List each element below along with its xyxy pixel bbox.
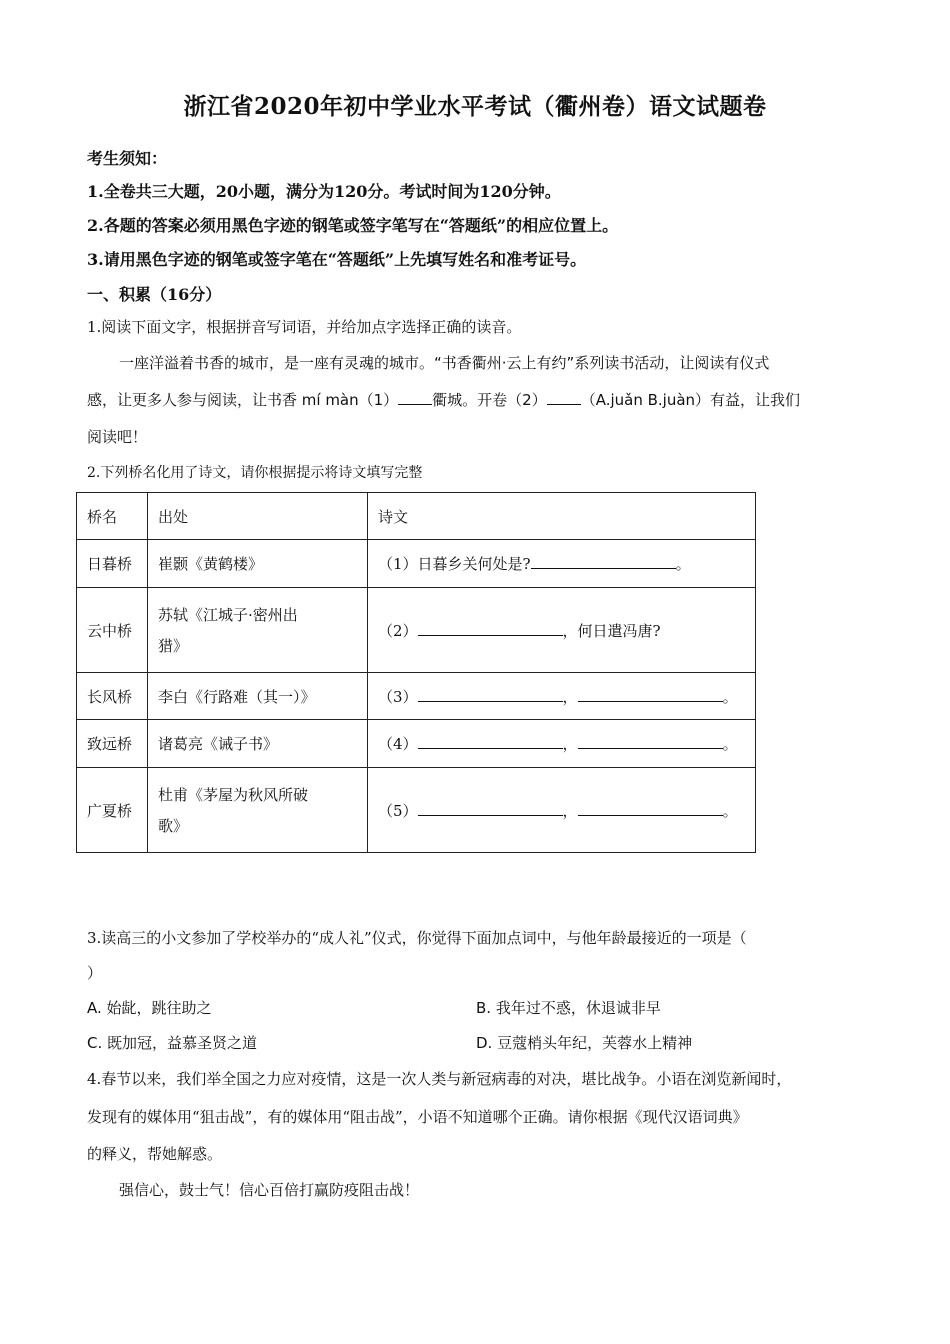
header-bridge: 桥名 — [77, 493, 148, 540]
q1-prompt: 1.阅读下面文字，根据拼音写词语，并给加点字选择正确的读音。 — [87, 318, 522, 336]
poem-prompt: （2） — [378, 621, 418, 640]
q4-quote: 强信心，鼓士气！信心百倍打赢防疫阻击战！ — [119, 1181, 420, 1199]
bridge-name: 致远桥 — [77, 720, 148, 768]
source-line-1: 苏轼《江城子·密州出 — [158, 606, 298, 624]
page-title: 浙江省2020年初中学业水平考试（衢州卷）语文试题卷 — [183, 93, 767, 120]
poem-blank[interactable] — [418, 621, 563, 636]
q3-prompt: 3.读高三的小文参加了学校举办的“成人礼”仪式，你觉得下面加点词中，与他年龄最接近的一项是（ — [87, 929, 747, 947]
option-text: 豆蔻梢头年纪，芙蓉水上精神 — [497, 1034, 693, 1052]
q4-line3: 的释义，帮她解惑。 — [87, 1145, 223, 1163]
poem-cell — [368, 673, 756, 720]
q3-option-c[interactable] — [87, 1032, 257, 1053]
q4-line2: 发现有的媒体用“狙击战”，有的媒体用“阻击战”，小语不知道哪个正确。请你根据《现代汉语词典》 — [87, 1108, 748, 1126]
notice-item-2: 2.各题的答案必须用黑色字迹的钢笔或签字笔写在“答题纸”的相应位置上。 — [87, 216, 619, 235]
option-letter: D. — [476, 1034, 493, 1052]
poem-cell — [368, 720, 756, 768]
q3-option-d[interactable] — [476, 1032, 692, 1053]
q1-line2-part2: 衢城。开卷（2） — [432, 391, 547, 409]
notice-item-3: 3.请用黑色字迹的钢笔或签字笔在“答题纸”上先填写姓名和准考证号。 — [87, 250, 587, 269]
poem-tail: 。 — [722, 687, 738, 706]
poem-blank[interactable] — [418, 801, 563, 816]
table-row — [77, 540, 756, 588]
q1-blank-1[interactable] — [398, 390, 432, 405]
option-letter: B. — [476, 999, 492, 1017]
bridge-source: 诸葛亮《诫子书》 — [148, 720, 368, 768]
notice-heading: 考生须知： — [87, 149, 168, 168]
option-text: 我年过不惑，休退诚非早 — [495, 999, 661, 1017]
source-line-2: 猎》 — [158, 637, 189, 655]
source-line-1: 杜甫《茅屋为秋风所破 — [158, 786, 309, 804]
poem-blank[interactable] — [531, 554, 676, 569]
q3-option-a[interactable] — [87, 997, 212, 1018]
q1-text-line1: 一座洋溢着书香的城市，是一座有灵魂的城市。“书香衢州·云上有约”系列读书活动，让阅读有仪式 — [119, 354, 770, 372]
option-text: 既加冠，益慕圣贤之道 — [107, 1034, 258, 1052]
poem-separator: ， — [562, 801, 578, 820]
bridge-source — [148, 588, 368, 673]
bridge-name: 日暮桥 — [77, 540, 148, 588]
poem-blank[interactable] — [578, 801, 723, 816]
poem-tail: 。 — [722, 735, 738, 753]
poem-table — [76, 492, 756, 853]
option-letter: A. — [87, 999, 102, 1017]
poem-blank[interactable] — [418, 687, 563, 702]
option-letter: C. — [87, 1034, 103, 1052]
bridge-name: 云中桥 — [77, 588, 148, 673]
q4-line1: 4.春节以来，我们举全国之力应对疫情，这是一次人类与新冠病毒的对决，堪比战争。小语在浏览新闻时， — [87, 1070, 792, 1088]
table-row — [77, 720, 756, 768]
q1-text-line2 — [87, 389, 800, 410]
q3-prompt-cont: ） — [87, 964, 103, 982]
source-line-2: 歌》 — [158, 817, 189, 835]
poem-blank[interactable] — [578, 734, 723, 749]
table-row — [77, 673, 756, 720]
bridge-name: 广夏桥 — [77, 768, 148, 853]
bridge-source: 崔颢《黄鹤楼》 — [148, 540, 368, 588]
poem-tail: ，何日遣冯唐? — [562, 621, 661, 640]
bridge-name: 长风桥 — [77, 673, 148, 720]
poem-cell — [368, 540, 756, 588]
option-text: 始龀，跳往助之 — [106, 999, 212, 1017]
poem-prompt: （5） — [378, 801, 418, 820]
q1-line2-part3: （A.juǎn B.juàn）有益，让我们 — [580, 391, 801, 409]
poem-blank[interactable] — [418, 734, 563, 749]
bridge-source: 李白《行路难（其一）》 — [148, 673, 368, 720]
bridge-source — [148, 768, 368, 853]
poem-cell — [368, 768, 756, 853]
poem-separator: ， — [562, 735, 578, 753]
poem-blank[interactable] — [578, 687, 723, 702]
poem-prompt: （1）日暮乡关何处是? — [378, 555, 531, 573]
header-source: 出处 — [148, 493, 368, 540]
section-heading: 一、积累（16分） — [87, 285, 222, 304]
q2-prompt: 2.下列桥名化用了诗文，请你根据提示将诗文填写完整 — [87, 465, 423, 481]
poem-tail: 。 — [722, 801, 738, 820]
poem-separator: ， — [562, 687, 578, 706]
q3-option-b[interactable] — [476, 997, 661, 1018]
q1-line2-part1: 感，让更多人参与阅读，让书香 mí màn（1） — [87, 391, 399, 409]
table-header-row — [77, 493, 756, 540]
poem-prompt: （3） — [378, 687, 418, 706]
table-row — [77, 768, 756, 853]
header-poem: 诗文 — [368, 493, 756, 540]
poem-cell — [368, 588, 756, 673]
notice-item-1: 1.全卷共三大题，20小题，满分为120分。考试时间为120分钟。 — [87, 182, 561, 201]
table-row — [77, 588, 756, 673]
q1-text-line3: 阅读吧！ — [87, 428, 148, 446]
poem-tail: 。 — [675, 555, 691, 573]
q1-blank-2[interactable] — [547, 390, 581, 405]
poem-prompt: （4） — [378, 735, 418, 753]
